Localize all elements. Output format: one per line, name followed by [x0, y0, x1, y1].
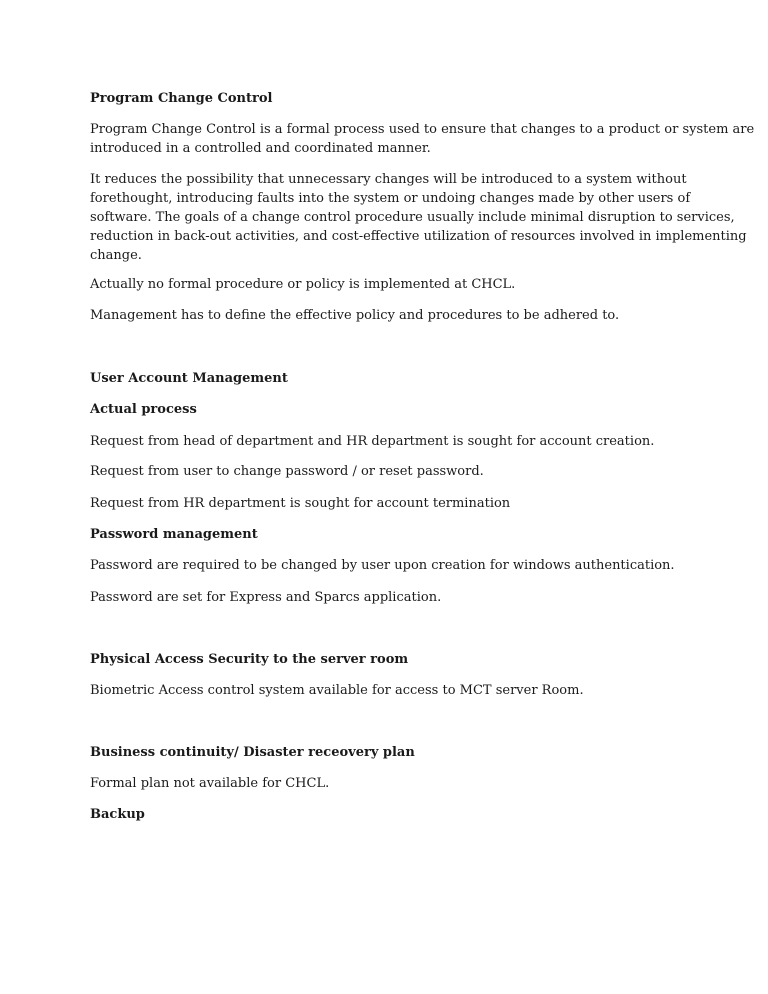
heading-user-account-management: User Account Management	[90, 371, 288, 386]
paragraph-account-creation-request: Request from head of department and HR department is sought for account creation.	[90, 434, 655, 449]
paragraph-management-define-policy: Management has to define the effective policy and procedures to be adhered to.	[90, 308, 620, 323]
text-line: introduced in a controlled and coordinated manner.	[90, 141, 431, 156]
heading-program-change-control: Program Change Control	[90, 91, 273, 106]
paragraph-password-change-request: Request from user to change password / or reset password.	[90, 464, 484, 479]
text-line: Program Change Control is a formal process used to ensure that changes to a product or system are	[90, 122, 755, 137]
subheading-actual-process: Actual process	[90, 402, 197, 417]
text-line: software. The goals of a change control procedure usually include minimal disruption to services,	[90, 210, 735, 225]
paragraph-account-termination-request: Request from HR department is sought for account termination	[90, 496, 511, 511]
paragraph-password-express-sparcs: Password are set for Express and Sparcs application.	[90, 590, 442, 605]
subheading-backup: Backup	[90, 807, 145, 822]
paragraph-biometric-access: Biometric Access control system available for access to MCT server Room.	[90, 683, 584, 698]
text-line: change.	[90, 248, 142, 263]
paragraph-password-change-upon-creation: Password are required to be changed by user upon creation for windows authentication.	[90, 558, 675, 573]
text-line: forethought, introducing faults into the system or undoing changes made by other users of	[90, 191, 691, 206]
text-line: reduction in back-out activities, and cost-effective utilization of resources involved in implementing	[90, 229, 747, 244]
heading-physical-access-security: Physical Access Security to the server room	[90, 652, 409, 667]
paragraph-change-reduction	[90, 170, 747, 265]
subheading-password-management: Password management	[90, 527, 258, 542]
paragraph-program-change-intro	[90, 120, 755, 158]
heading-business-continuity: Business continuity/ Disaster receovery plan	[90, 745, 415, 760]
text-line: It reduces the possibility that unnecessary changes will be introduced to a system without	[90, 172, 687, 187]
paragraph-formal-plan-not-available: Formal plan not available for CHCL.	[90, 776, 330, 791]
paragraph-no-formal-procedure: Actually no formal procedure or policy is implemented at CHCL.	[90, 277, 516, 292]
